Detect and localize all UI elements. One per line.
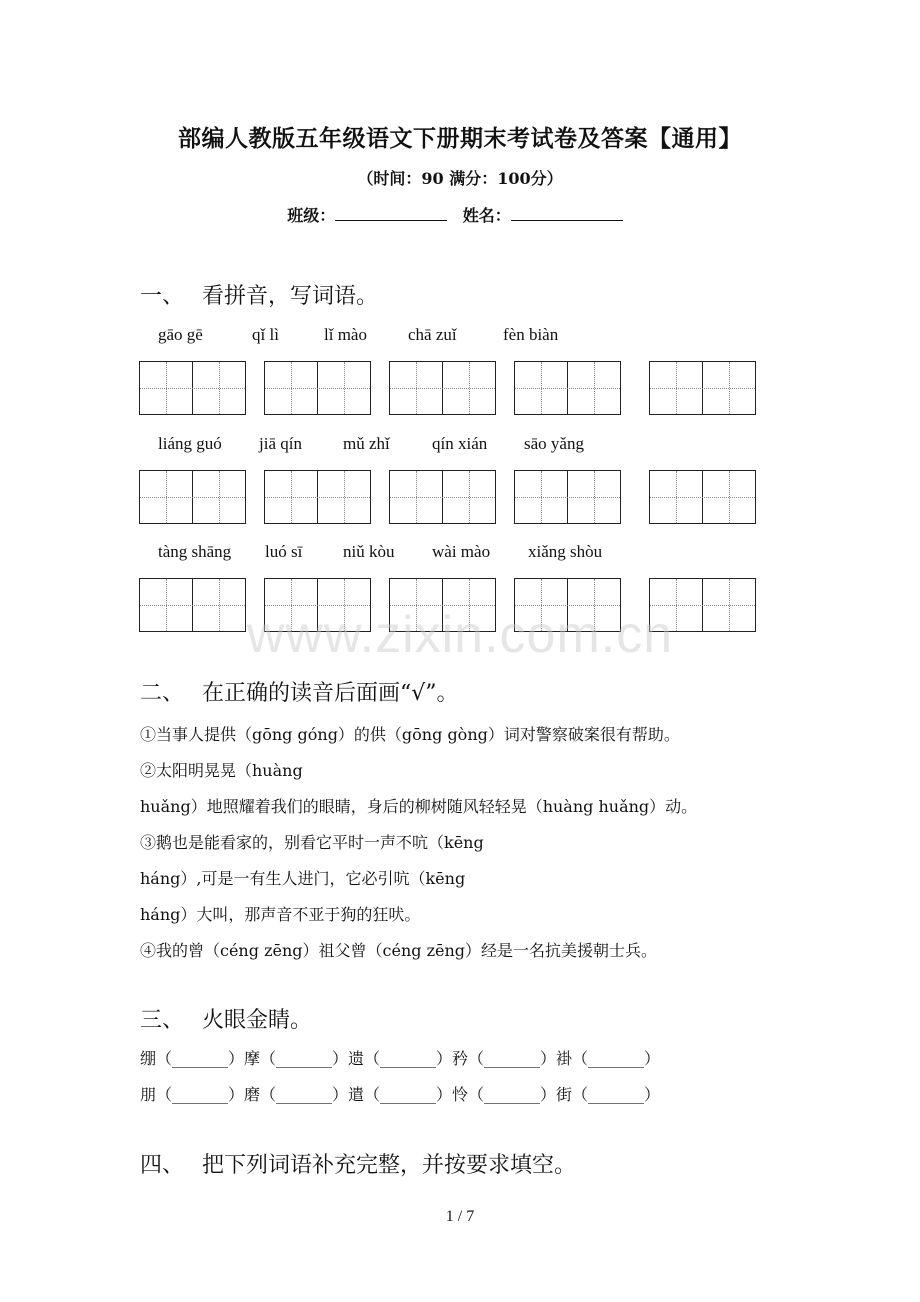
section-1-heading — [140, 279, 378, 310]
pinyin-3-3: niǔ kòu — [343, 542, 395, 561]
question-line: ③鹅也是能看家的，别看它平时一声不吭（kēng — [140, 833, 484, 852]
writing-grid[interactable] — [139, 361, 246, 415]
writing-grid[interactable] — [264, 470, 371, 524]
watermark: www.zixin.com.cn — [246, 606, 674, 664]
pinyin-3-4: wài mào — [432, 542, 491, 561]
section-3-title: 火眼金睛。 — [202, 1008, 313, 1033]
pinyin-3-1: tàng shāng — [158, 542, 232, 561]
writing-grid[interactable] — [389, 361, 496, 415]
student-info-line — [0, 203, 920, 226]
fill-in-line: 绷（_______）摩（_______）遗（_______）矜（_______）褂（_______） — [140, 1049, 661, 1068]
pinyin-2-3: mǔ zhǐ — [343, 434, 390, 453]
pinyin-2-5: sāo yǎng — [524, 434, 584, 453]
question-line: huǎng）地照耀着我们的眼睛，身后的柳树随风轻轻晃（huàng huǎng）动。 — [140, 797, 698, 816]
section-2-heading — [140, 676, 459, 707]
section-3-heading — [140, 1003, 312, 1034]
writing-grid[interactable] — [649, 361, 756, 415]
section-3-number: 三、 — [140, 1008, 185, 1033]
name-label: 姓名： — [462, 206, 511, 225]
page-title: 部编人教版五年级语文下册期末考试卷及答案【通用】 — [178, 125, 742, 152]
pinyin-1-3: lǐ mào — [324, 325, 367, 344]
pinyin-1-4: chā zuǐ — [408, 325, 457, 344]
pinyin-1-1: gāo gē — [158, 325, 203, 344]
fill-in-line: 朋（_______）磨（_______）遣（_______）怜（_______）街（_______） — [140, 1085, 661, 1104]
section-4-number: 四、 — [140, 1153, 185, 1178]
class-blank[interactable] — [335, 204, 447, 221]
writing-grid[interactable] — [514, 470, 621, 524]
section-4-heading — [140, 1148, 576, 1179]
writing-grid[interactable] — [264, 361, 371, 415]
pinyin-1-5: fèn biàn — [503, 325, 559, 344]
page-number: 1 / 7 — [445, 1208, 475, 1225]
pinyin-2-2: jiā qín — [259, 434, 302, 453]
writing-grid[interactable] — [139, 470, 246, 524]
writing-grid[interactable] — [389, 470, 496, 524]
question-line: háng）,可是一有生人进门，它必引吭（kēng — [140, 869, 466, 888]
section-2-title: 在正确的读音后面画“√”。 — [202, 681, 459, 706]
pinyin-2-4: qín xián — [432, 434, 488, 453]
section-4-title: 把下列词语补充完整，并按要求填空。 — [202, 1153, 577, 1178]
pinyin-2-1: liáng guó — [158, 434, 222, 453]
pinyin-3-5: xiǎng shòu — [528, 542, 603, 561]
writing-grid[interactable] — [649, 470, 756, 524]
name-blank[interactable] — [511, 204, 623, 221]
section-1-title: 看拼音，写词语。 — [202, 284, 379, 309]
question-line: háng）大叫，那声音不亚于狗的狂吠。 — [140, 905, 421, 924]
question-line: ①当事人提供（gōng góng）的供（gōng gòng）词对警察破案很有帮助。 — [140, 725, 680, 744]
question-line: ②太阳明晃晃（huàng — [140, 761, 303, 780]
pinyin-1-2: qǐ lì — [252, 325, 279, 344]
section-1-number: 一、 — [140, 284, 185, 309]
question-line: ④我的曾（céng zēng）祖父曾（céng zēng）经是一名抗美援朝士兵。 — [140, 941, 658, 960]
section-2-number: 二、 — [140, 681, 185, 706]
writing-grid[interactable] — [514, 361, 621, 415]
class-label: 班级： — [287, 206, 336, 225]
pinyin-3-2: luó sī — [265, 542, 303, 561]
exam-time-score: （时间：90 满分：100分） — [357, 169, 563, 188]
